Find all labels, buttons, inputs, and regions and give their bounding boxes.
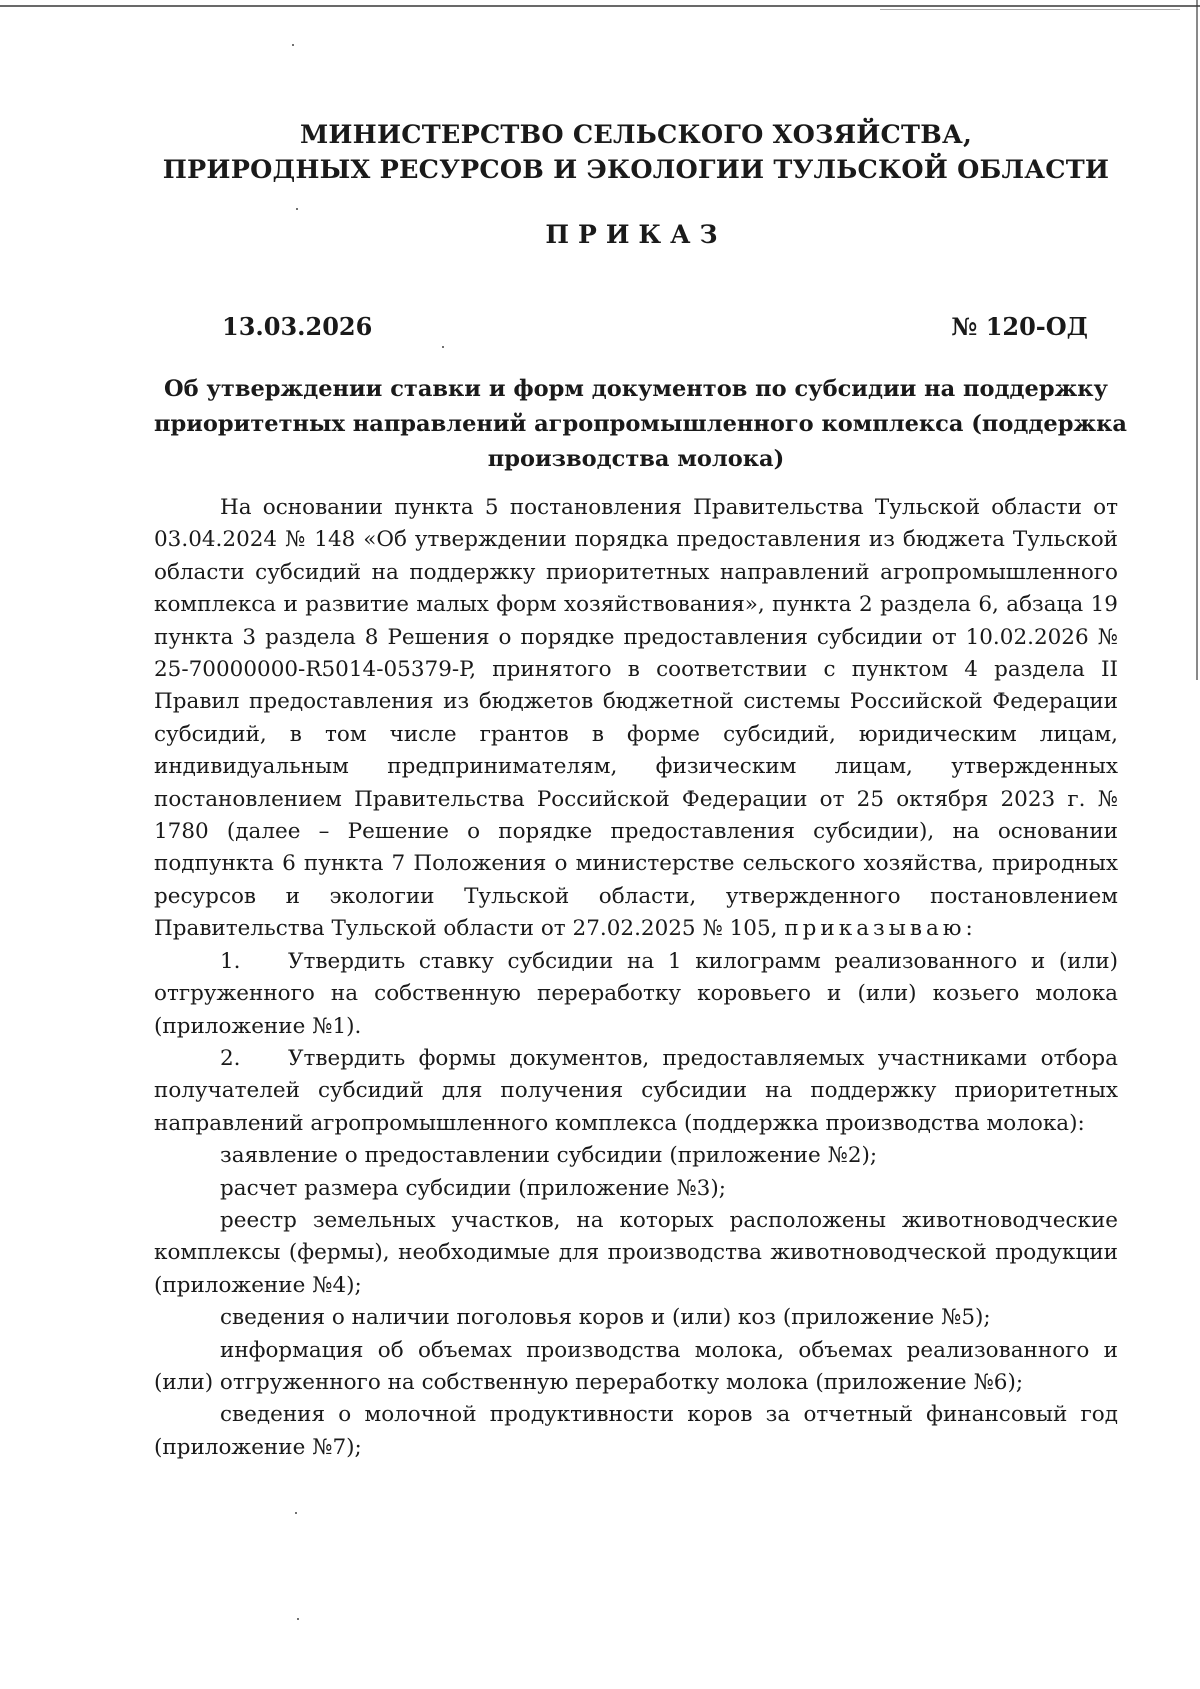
document-subject bbox=[154, 372, 1127, 477]
form-item: расчет размера субсидии (приложение №3); bbox=[220, 1175, 726, 1201]
document-number: № 120-ОД bbox=[951, 312, 1088, 341]
scan-speck bbox=[296, 208, 298, 210]
scan-speck bbox=[295, 1512, 297, 1514]
order-word: приказываю: bbox=[784, 916, 977, 942]
item-2-text: Утвердить формы документов, предоставляемых участниками отбора получателей субсидий для получения субсидии на поддержку приоритетных направлений агропромышленного комплекса (поддержка производства молока): bbox=[154, 1045, 1118, 1136]
subject-line1: Об утверждении ставки и форм документов по субсидии на поддержку bbox=[164, 376, 1108, 402]
ministry-name-line2: ПРИРОДНЫХ РЕСУРСОВ И ЭКОЛОГИИ ТУЛЬСКОЙ ОБЛАСТИ bbox=[162, 155, 1110, 185]
ministry-header bbox=[154, 118, 1118, 188]
item-2-number: 2. bbox=[220, 1045, 241, 1071]
scan-edge-right bbox=[1196, 0, 1198, 680]
scan-speck bbox=[292, 44, 294, 46]
scan-speck bbox=[297, 1618, 299, 1620]
item-1-paragraph bbox=[154, 946, 1118, 1043]
form-item: реестр земельных участков, на которых расположены животноводческие комплексы (фермы), необходимые для производства животноводческой продукции (приложение №4); bbox=[154, 1207, 1118, 1298]
ministry-name-line1: МИНИСТЕРСТВО СЕЛЬСКОГО ХОЗЯЙСТВА, bbox=[299, 120, 973, 150]
preamble-paragraph bbox=[154, 492, 1118, 946]
subject-line3: производства молока) bbox=[487, 446, 785, 472]
scan-edge-top bbox=[0, 5, 1200, 7]
item-1-text: Утвердить ставку субсидии на 1 килограмм реализованного и (или) отгруженного на собственную переработку коровьего и (или) козьего молока (приложение №1). bbox=[154, 948, 1118, 1039]
scan-edge-top-secondary bbox=[880, 9, 1180, 10]
preamble-text: На основании пункта 5 постановления Правительства Тульской области от 03.04.2024 № 148 «Об утверждении порядка предоставления из бюджета Тульской области субсидий на поддержку приоритетных направлений агропромышленного комплекса и развитие малых форм хозяйствования», пункта 2 раздела 6, абзаца 19 пункта 3 раздела 8 Решения о порядке предоставления субсидии от 10.02.2026 № 25-70000000-R5014-05379-P, принятого в соответствии с пунктом 4 раздела II Правил предоставления из бюджетов бюджетной системы Российской Федерации субсидий, в том числе грантов в форме субсидий, юридическим лицам, индивидуальным предпринимателям, физическим лицам, утвержденных постановлением Правительства Российской Федерации от 25 октября 2023 г. № 1780 (далее – Решение о порядке предоставления субсидии), на основании подпункта 6 пункта 7 Положения о министерстве сельского хозяйства, природных ресурсов и экологии Тульской области, утвержденного постановлением Правительства Тульской области от 27.02.2025 № 105, bbox=[154, 495, 1118, 942]
item-1-number: 1. bbox=[220, 948, 241, 974]
document-type: ПРИКАЗ bbox=[545, 220, 727, 249]
form-item: сведения о наличии поголовья коров и (или) коз (приложение №5); bbox=[220, 1305, 991, 1331]
form-item: заявление о предоставлении субсидии (приложение №2); bbox=[220, 1143, 878, 1169]
subject-line2: приоритетных направлений агропромышленного комплекса (поддержка bbox=[154, 411, 1127, 437]
form-item: сведения о молочной продуктивности коров за отчетный финансовый год (приложение №7); bbox=[154, 1402, 1118, 1460]
form-item: информация об объемах производства молока, объемах реализованного и (или) отгруженного на собственную переработку молока (приложение №6); bbox=[154, 1337, 1118, 1395]
item-2-paragraph bbox=[154, 1043, 1118, 1140]
document-body bbox=[154, 492, 1118, 1464]
document-date: 13.03.2026 bbox=[222, 312, 373, 341]
scan-speck bbox=[442, 346, 444, 348]
